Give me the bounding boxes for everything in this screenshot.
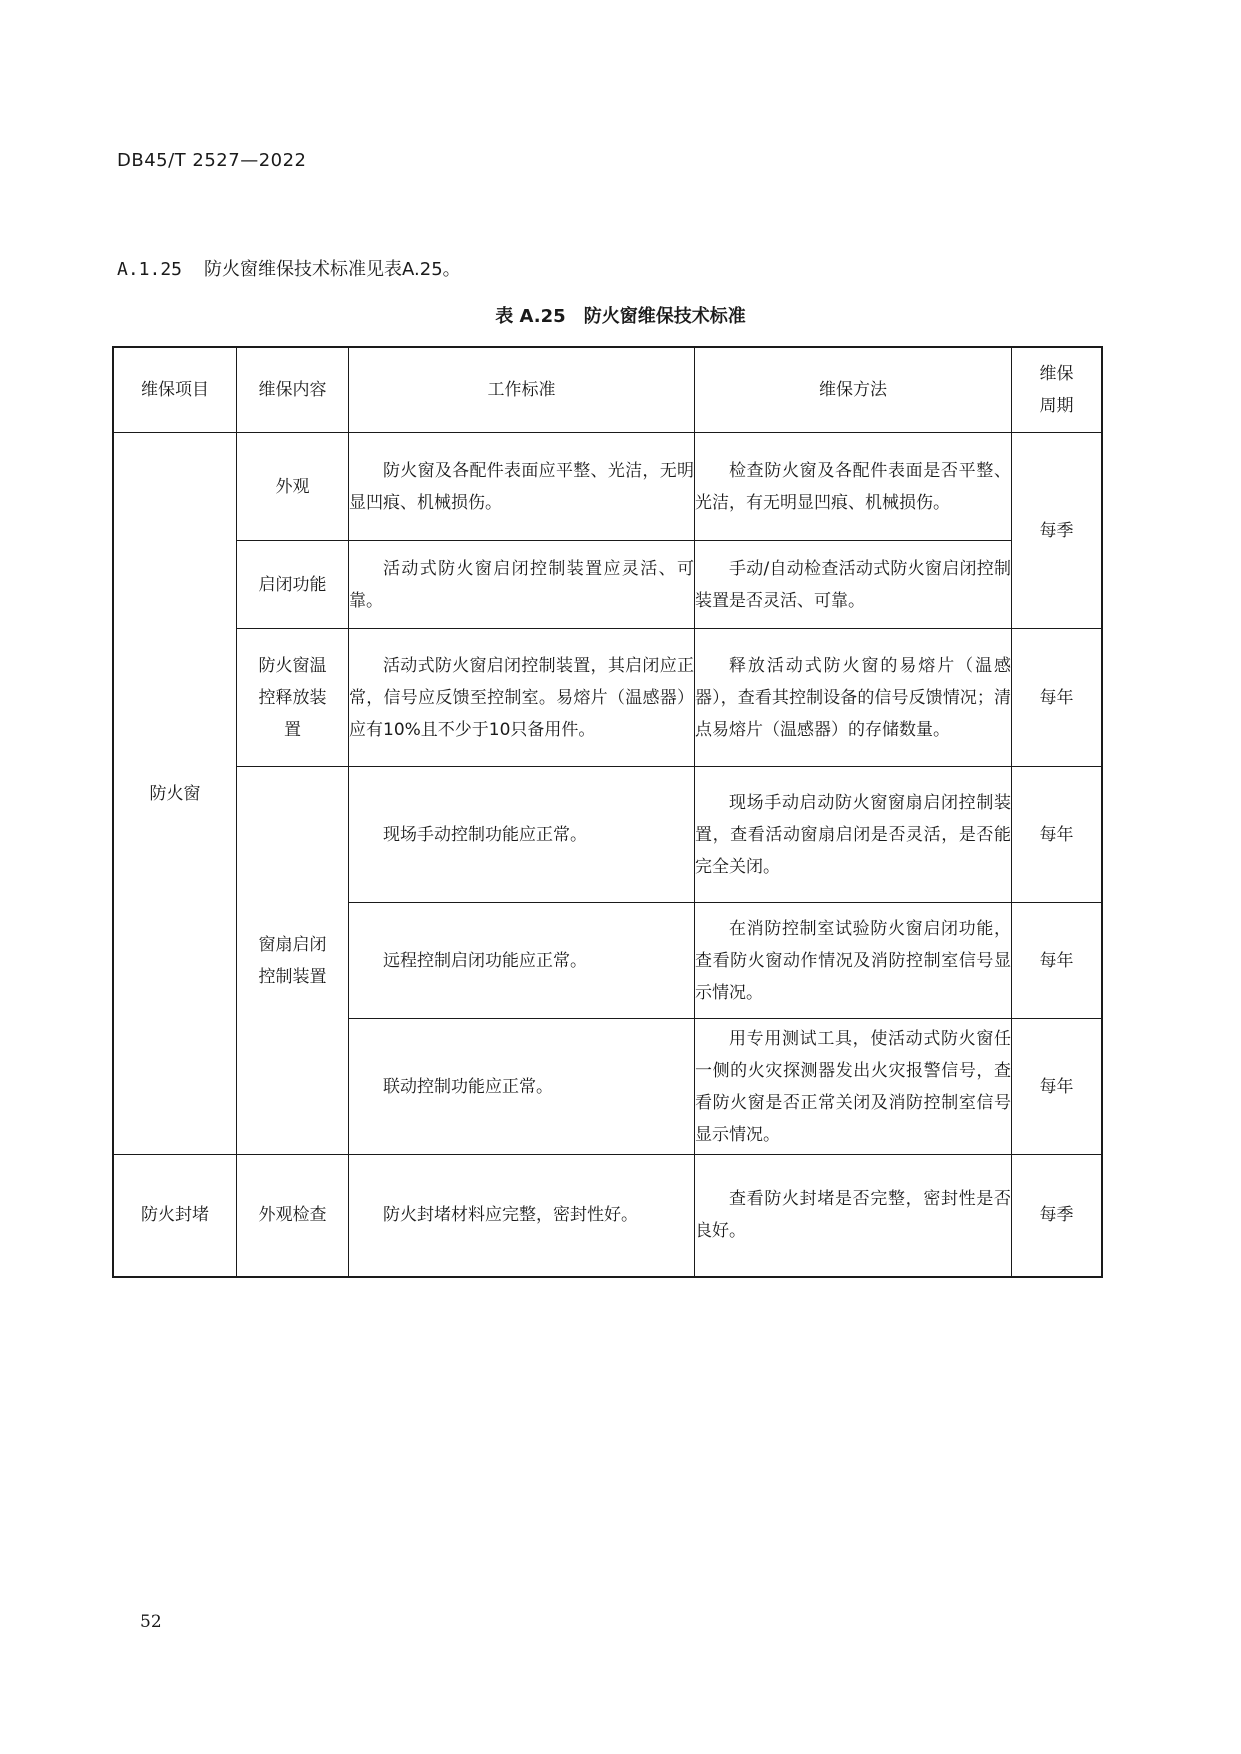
header-period	[1012, 347, 1103, 433]
cell-content: 外观	[237, 433, 349, 541]
table-row	[113, 767, 1102, 903]
document-id: DB45/T 2527—2022	[117, 150, 307, 171]
cell-method: 手动/自动检查活动式防火窗启闭控制装置是否灵活、可靠。	[695, 541, 1012, 629]
clause-number: A.1.25	[117, 259, 183, 280]
cell-standard: 活动式防火窗启闭控制装置应灵活、可靠。	[349, 541, 695, 629]
table-caption-number: 表 A.25	[495, 306, 566, 327]
header-standard: 工作标准	[349, 347, 695, 433]
cell-method: 查看防火封堵是否完整，密封性是否良好。	[695, 1155, 1012, 1277]
cell-standard: 现场手动控制功能应正常。	[349, 767, 695, 903]
clause-paragraph	[117, 255, 461, 281]
maintenance-table	[112, 346, 1103, 1278]
cell-content: 启闭功能	[237, 541, 349, 629]
table-row	[113, 541, 1102, 629]
cell-period: 每年	[1012, 1019, 1103, 1155]
cell-standard: 防火封堵材料应完整，密封性好。	[349, 1155, 695, 1277]
table-row	[113, 433, 1102, 541]
header-method: 维保方法	[695, 347, 1012, 433]
cell-content: 窗扇启闭 控制装置	[237, 767, 349, 1155]
cell-content: 防火窗温 控释放装 置	[237, 629, 349, 767]
cell-item: 防火封堵	[113, 1155, 237, 1277]
cell-method: 在消防控制室试验防火窗启闭功能，查看防火窗动作情况及消防控制室信号显示情况。	[695, 903, 1012, 1019]
cell-period: 每年	[1012, 629, 1103, 767]
clause-text: 防火窗维保技术标准见表A.25。	[204, 259, 461, 280]
header-item: 维保项目	[113, 347, 237, 433]
cell-method: 检查防火窗及各配件表面是否平整、光洁，有无明显凹痕、机械损伤。	[695, 433, 1012, 541]
table-header-row	[113, 347, 1102, 433]
cell-standard: 联动控制功能应正常。	[349, 1019, 695, 1155]
cell-period: 每年	[1012, 903, 1103, 1019]
cell-content: 外观检查	[237, 1155, 349, 1277]
page-number: 52	[140, 1612, 162, 1632]
table-caption	[0, 302, 1241, 328]
header-period-line2: 周期	[1039, 396, 1074, 416]
table-row	[113, 629, 1102, 767]
cell-standard: 活动式防火窗启闭控制装置，其启闭应正常，信号应反馈至控制室。易熔片（温感器）应有10%且不少于10只备用件。	[349, 629, 695, 767]
cell-method: 释放活动式防火窗的易熔片（温感器），查看其控制设备的信号反馈情况；清点易熔片（温感器）的存储数量。	[695, 629, 1012, 767]
cell-standard: 远程控制启闭功能应正常。	[349, 903, 695, 1019]
cell-method: 用专用测试工具，使活动式防火窗任一侧的火灾探测器发出火灾报警信号，查看防火窗是否正常关闭及消防控制室信号显示情况。	[695, 1019, 1012, 1155]
header-period-line1: 维保	[1039, 364, 1074, 384]
header-content: 维保内容	[237, 347, 349, 433]
cell-standard: 防火窗及各配件表面应平整、光洁，无明显凹痕、机械损伤。	[349, 433, 695, 541]
cell-period: 每年	[1012, 767, 1103, 903]
table-caption-title: 防火窗维保技术标准	[583, 306, 746, 327]
table-row	[113, 1155, 1102, 1277]
cell-method: 现场手动启动防火窗窗扇启闭控制装置，查看活动窗扇启闭是否灵活，是否能完全关闭。	[695, 767, 1012, 903]
cell-period: 每季	[1012, 1155, 1103, 1277]
cell-item: 防火窗	[113, 433, 237, 1155]
cell-period: 每季	[1012, 433, 1103, 629]
